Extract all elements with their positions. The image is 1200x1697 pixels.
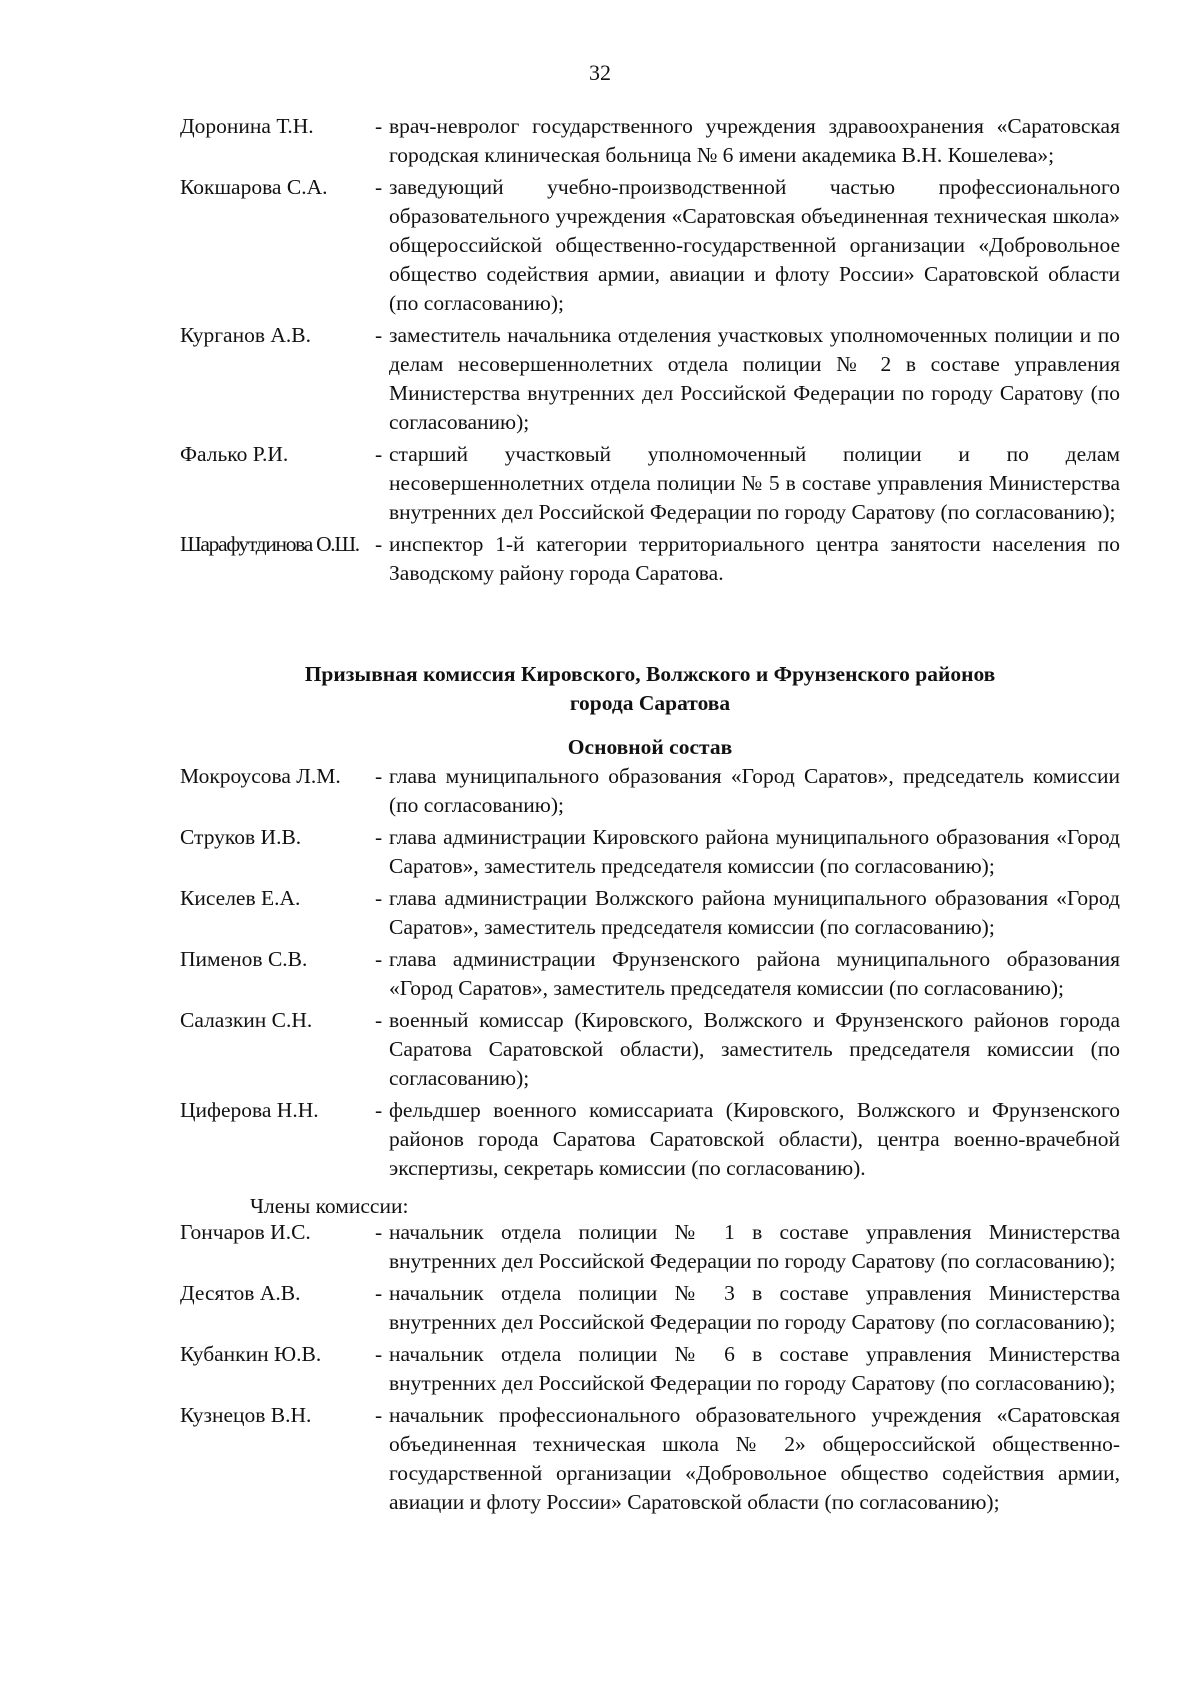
- entry-name: Кубанкин Ю.В.: [180, 1342, 322, 1366]
- entry-dash: -: [375, 1403, 383, 1427]
- entry-dash: -: [375, 532, 383, 556]
- list-item: [180, 112, 1120, 170]
- entry-description: начальник отдела полиции № 6 в составе управления Министерства внутренних дел Российской Федерации по городу Саратову (по согласованию);: [389, 1342, 1120, 1395]
- member-entries-list: [180, 1218, 1120, 1520]
- entry-name: Курганов А.В.: [180, 323, 311, 347]
- entry-name: Пименов С.В.: [180, 947, 308, 971]
- list-item: [180, 321, 1120, 437]
- subsection-title: Основной состав: [567, 735, 733, 759]
- entry-dash: -: [375, 442, 383, 466]
- list-item: [180, 1006, 1120, 1093]
- entry-description: глава администрации Волжского района муниципального образования «Город Саратов», заместитель председателя комиссии (по согласованию);: [389, 886, 1120, 939]
- entry-name: Десятов А.В.: [180, 1281, 301, 1305]
- entry-description: глава муниципального образования «Город Саратов», председатель комиссии (по согласованию);: [389, 764, 1120, 817]
- entry-dash: -: [375, 323, 383, 347]
- page-number: 32: [589, 60, 611, 85]
- entry-name: Кокшарова С.А.: [180, 175, 328, 199]
- list-item: [180, 1096, 1120, 1183]
- entry-dash: -: [375, 1342, 383, 1366]
- entry-name: Шарафутдинова О.Ш.: [180, 532, 359, 556]
- entry-dash: -: [375, 1098, 383, 1122]
- entry-dash: -: [375, 886, 383, 910]
- main-entries-list: [180, 762, 1120, 1186]
- list-item: [180, 1218, 1120, 1276]
- entry-description: военный комиссар (Кировского, Волжского и Фрунзенского районов города Саратова Саратовской области), заместитель председателя комиссии (по согласованию);: [389, 1008, 1120, 1090]
- entry-dash: -: [375, 825, 383, 849]
- entry-description: начальник отдела полиции № 3 в составе управления Министерства внутренних дел Российской Федерации по городу Саратову (по согласованию);: [389, 1281, 1120, 1334]
- entry-dash: -: [375, 1281, 383, 1305]
- list-item: [180, 823, 1120, 881]
- entry-name: Струков И.В.: [180, 825, 302, 849]
- entry-dash: -: [375, 764, 383, 788]
- entry-name: Кузнецов В.Н.: [180, 1403, 312, 1427]
- entry-name: Гончаров И.С.: [180, 1220, 311, 1244]
- section-title-line2: города Саратова: [569, 691, 731, 715]
- members-label: Члены комиссии:: [250, 1194, 409, 1218]
- entry-description: глава администрации Фрунзенского района муниципального образования «Город Саратов», заместитель председателя комиссии (по согласованию);: [389, 947, 1120, 1000]
- list-item: [180, 1279, 1120, 1337]
- entry-name: Киселев Е.А.: [180, 886, 301, 910]
- section-title-line1: Призывная комиссия Кировского, Волжского и Фрунзенского районов: [304, 662, 996, 686]
- entry-description: начальник профессионального образовательного учреждения «Саратовская объединенная техническая школа № 2» общероссийской общественно-государственной организации «Добровольное общество содействия армии, авиации и флоту России» Саратовской области (по согласованию);: [389, 1403, 1120, 1514]
- entry-description: фельдшер военного комиссариата (Кировского, Волжского и Фрунзенского районов города Саратова Саратовской области), центра военно-врачебной экспертизы, секретарь комиссии (по согласованию).: [389, 1098, 1120, 1180]
- list-item: [180, 762, 1120, 820]
- entry-dash: -: [375, 175, 383, 199]
- list-item: [180, 530, 1120, 588]
- list-item: [180, 1401, 1120, 1517]
- entry-name: Салазкин С.Н.: [180, 1008, 313, 1032]
- entry-dash: -: [375, 114, 383, 138]
- entry-name: Доронина Т.Н.: [180, 114, 314, 138]
- entry-description: заведующий учебно-производственной частью профессионального образовательного учреждения «Саратовская объединенная техническая школа» общероссийской общественно-государственной организации «Добровольное общество содействия армии, авиации и флоту России» Саратовской области (по согласованию);: [389, 175, 1120, 315]
- list-item: [180, 1340, 1120, 1398]
- entry-description: начальник отдела полиции № 1 в составе управления Министерства внутренних дел Российской Федерации по городу Саратову (по согласованию);: [389, 1220, 1120, 1273]
- entry-dash: -: [375, 1008, 383, 1032]
- entry-description: старший участковый уполномоченный полиции и по делам несовершеннолетних отдела полиции № 5 в составе управления Министерства внутренних дел Российской Федерации по городу Саратову (по согласованию);: [389, 442, 1120, 524]
- list-item: [180, 173, 1120, 318]
- members-heading: [180, 1192, 1120, 1221]
- entry-description: заместитель начальника отделения участковых уполномоченных полиции и по делам несовершеннолетних отдела полиции № 2 в составе управления Министерства внутренних дел Российской Федерации по городу Саратову (по согласованию);: [389, 323, 1120, 434]
- entry-name: Мокроусова Л.М.: [180, 764, 341, 788]
- section-heading: [180, 660, 1120, 718]
- entry-dash: -: [375, 1220, 383, 1244]
- entry-name: Циферова Н.Н.: [180, 1098, 319, 1122]
- list-item: [180, 945, 1120, 1003]
- entry-description: глава администрации Кировского района муниципального образования «Город Саратов», заместитель председателя комиссии (по согласованию);: [389, 825, 1120, 878]
- top-entries-list: [180, 112, 1120, 591]
- entry-description: инспектор 1-й категории территориального центра занятости населения по Заводскому району города Саратова.: [389, 532, 1120, 585]
- entry-name: Фалько Р.И.: [180, 442, 289, 466]
- list-item: [180, 440, 1120, 527]
- list-item: [180, 884, 1120, 942]
- entry-description: врач-невролог государственного учреждения здравоохранения «Саратовская городская клиническая больница № 6 имени академика В.Н. Кошелева»;: [389, 114, 1120, 167]
- entry-dash: -: [375, 947, 383, 971]
- subsection-heading: [180, 733, 1120, 762]
